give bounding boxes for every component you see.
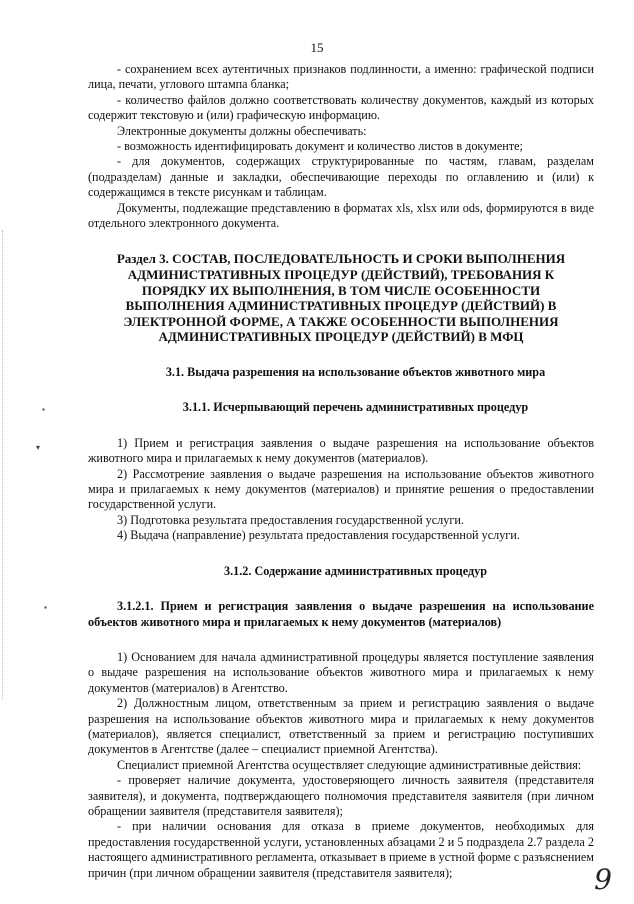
paragraph: - количество файлов должно соответствовать количеству документов, каждый из которых содержит текстовую и (или) графическую информацию. [88, 92, 594, 123]
handwritten-page-number: 9 [594, 863, 612, 896]
section-heading: Раздел 3. СОСТАВ, ПОСЛЕДОВАТЕЛЬНОСТЬ И СРОКИ ВЫПОЛНЕНИЯ АДМИНИСТРАТИВНЫХ ПРОЦЕДУР (ДЕЙСТВИЙ), ТРЕБОВАНИЯ К ПОРЯДКУ ИХ ВЫПОЛНЕНИЯ, В ТОМ ЧИСЛЕ ОСОБЕННОСТИ ВЫПОЛНЕНИЯ АДМИНИСТРАТИВНЫХ ПРОЦЕДУР (ДЕЙСТВИЙ) В ЭЛЕКТРОННОЙ ФОРМЕ, А ТАКЖЕ ОСОБЕННОСТИ ВЫПОЛНЕНИЯ АДМИНИСТРАТИВНЫХ ПРОЦЕДУР (ДЕЙСТВИЙ) В МФЦ [116, 251, 566, 345]
paragraph: - при наличии основания для отказа в приеме документов, необходимых для предоставления государственной услуги, установленных абзацами 2 и 5 подраздела 2.7 раздела 2 настоящего административного регламента, отказывает в приеме в устной форме с разъяснением причин (при личном обращении заявителя (представителя заявителя); [88, 819, 594, 880]
paragraph: Электронные документы должны обеспечивать: [117, 123, 367, 138]
scan-edge-dots [2, 230, 5, 700]
page-number: 15 [310, 40, 324, 55]
paragraph: 3) Подготовка результата предоставления государственной услуги. [117, 512, 464, 527]
paragraph: 1) Основанием для начала административной процедуры является поступление заявления о выдаче разрешения на использование объектов животного мира и прилагаемых к нему документов (материалов) в Агентство. [88, 649, 594, 695]
subsection-heading: 3.1. Выдача разрешения на использование объектов животного мира [165, 365, 546, 380]
document-body [88, 62, 594, 881]
paragraph: 2) Рассмотрение заявления о выдаче разрешения на использование объектов животного мира и прилагаемых к нему документов (материалов) и принятие решения о предоставлении государственной услуги. [88, 466, 594, 512]
scan-mark: ▾ [36, 443, 41, 452]
paragraph: 1) Прием и регистрация заявления о выдаче разрешения на использование объектов животного мира и прилагаемых к нему документов (материалов). [88, 435, 594, 466]
scan-mark: ▪ [44, 603, 47, 612]
paragraph: - для документов, содержащих структурированные по частям, главам, разделам (подразделам) данные и закладки, обеспечивающие переходы по оглавлению и (или) к содержащимся в тексте рисункам и таблицам. [88, 154, 594, 200]
paragraph: - возможность идентифицировать документ и количество листов в документе; [117, 139, 523, 154]
paragraph: Документы, подлежащие представлению в форматах xls, xlsx или ods, формируются в виде отдельного электронного документа. [88, 200, 594, 231]
paragraph: 2) Должностным лицом, ответственным за прием и регистрацию заявления о выдаче разрешения на использование объектов животного мира и прилагаемых к нему документов (материалов), является специалист, ответственный за прием и регистрацию поступивших документов в Агентстве (далее – специалист приемной Агентства). [88, 696, 594, 757]
subsection-heading: 3.1.1. Исчерпывающий перечень административных процедур [182, 400, 529, 415]
paragraph: - сохранением всех аутентичных признаков подлинности, а именно: графической подписи лица, печати, углового штампа бланка; [88, 62, 594, 92]
paragraph: - проверяет наличие документа, удостоверяющего личность заявителя (представителя заявителя), и документа, подтверждающего полномочия представителя заявителя (при личном обращении заявителя (представителя заявителя); [88, 773, 594, 818]
paragraph: Специалист приемной Агентства осуществляет следующие административные действия: [117, 757, 582, 772]
subsection-heading: 3.1.2. Содержание административных процедур [224, 563, 487, 578]
subsection-heading: 3.1.2.1. Прием и регистрация заявления о выдаче разрешения на использование объектов животного мира и прилагаемых к нему документов (материалов) [88, 599, 594, 629]
scan-mark: ▪ [42, 405, 45, 414]
paragraph: 4) Выдача (направление) результата предоставления государственной услуги. [117, 528, 520, 543]
